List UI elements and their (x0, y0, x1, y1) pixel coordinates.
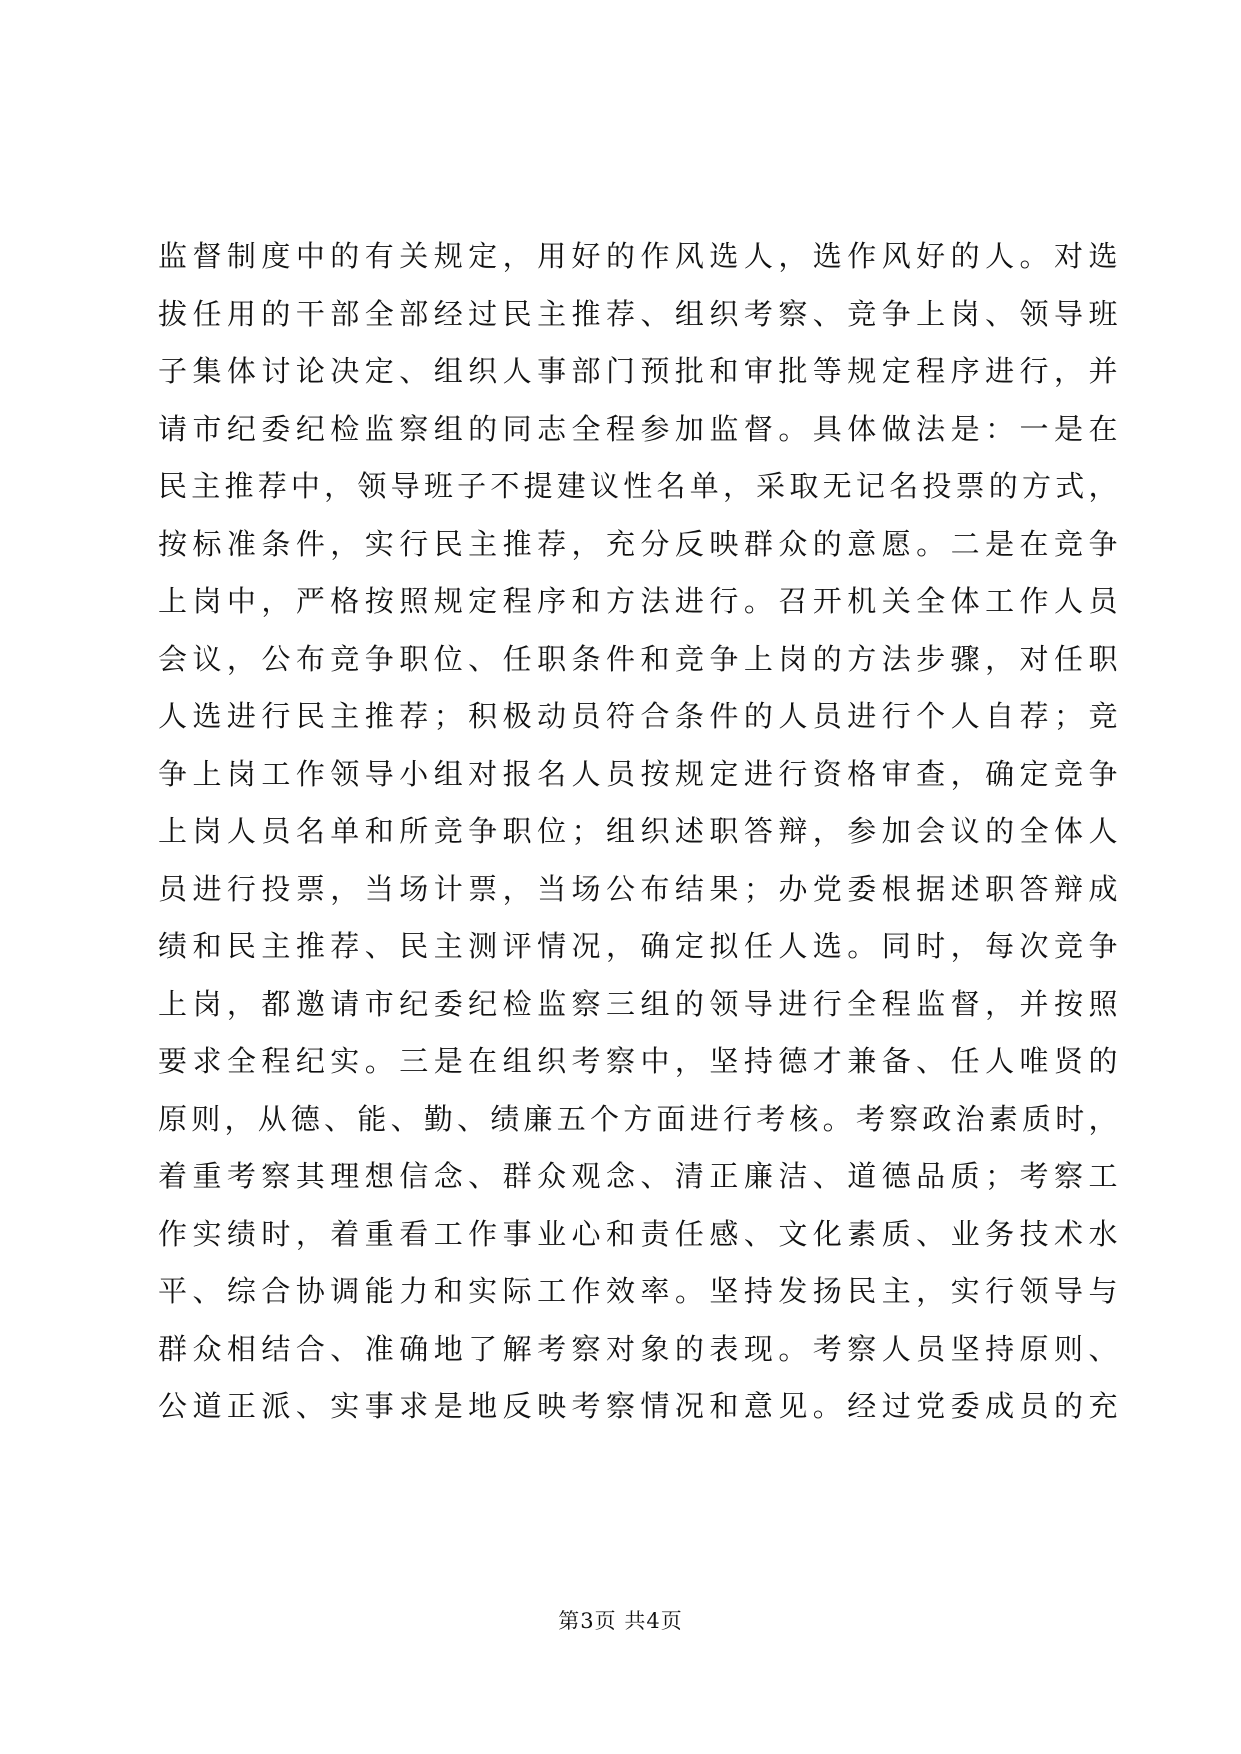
text-line: 监督制度中的有关规定，用好的作风选人，选作风好的人。对选 (158, 239, 1118, 273)
page-number-footer: 第3页 共4页 (558, 1609, 683, 1633)
text-line: 上岗，都邀请市纪委纪检监察三组的领导进行全程监督，并按照 (158, 986, 1118, 1021)
text-line: 按标准条件，实行民主推荐，充分反映群众的意愿。二是在竞争 (158, 526, 1118, 561)
text-line: 平、综合协调能力和实际工作效率。坚持发扬民主，实行领导与 (158, 1274, 1118, 1308)
text-line: 上岗中，严格按照规定程序和方法进行。召开机关全体工作人员 (158, 584, 1118, 618)
text-line: 公道正派、实事求是地反映考察情况和意见。经过党委成员的充 (158, 1389, 1118, 1423)
text-line: 人选进行民主推荐；积极动员符合条件的人员进行个人自荐；竞 (158, 699, 1118, 733)
text-line: 要求全程纪实。三是在组织考察中，坚持德才兼备、任人唯贤的 (158, 1044, 1118, 1078)
text-line: 拔任用的干部全部经过民主推荐、组织考察、竞争上岗、领导班 (158, 296, 1118, 331)
text-line: 员进行投票，当场计票，当场公布结果；办党委根据述职答辩成 (158, 871, 1118, 906)
text-line: 民主推荐中，领导班子不提建议性名单，采取无记名投票的方式， (158, 469, 1118, 503)
text-line: 群众相结合、准确地了解考察对象的表现。考察人员坚持原则、 (158, 1331, 1118, 1366)
text-line: 子集体讨论决定、组织人事部门预批和审批等规定程序进行，并 (158, 354, 1118, 388)
text-line: 争上岗工作领导小组对报名人员按规定进行资格审查，确定竞争 (158, 756, 1118, 791)
text-line: 请市纪委纪检监察组的同志全程参加监督。具体做法是：一是在 (158, 411, 1118, 446)
text-line: 作实绩时，着重看工作事业心和责任感、文化素质、业务技术水 (158, 1216, 1118, 1251)
text-line: 着重考察其理想信念、群众观念、清正廉洁、道德品质；考察工 (158, 1159, 1118, 1193)
text-line: 会议，公布竞争职位、任职条件和竞争上岗的方法步骤，对任职 (158, 641, 1118, 676)
text-line: 绩和民主推荐、民主测评情况，确定拟任人选。同时，每次竞争 (158, 929, 1118, 963)
text-line: 原则，从德、能、勤、绩廉五个方面进行考核。考察政治素质时， (158, 1101, 1118, 1136)
body-text (158, 228, 1118, 1436)
text-line: 上岗人员名单和所竞争职位；组织述职答辩，参加会议的全体人 (158, 814, 1118, 848)
